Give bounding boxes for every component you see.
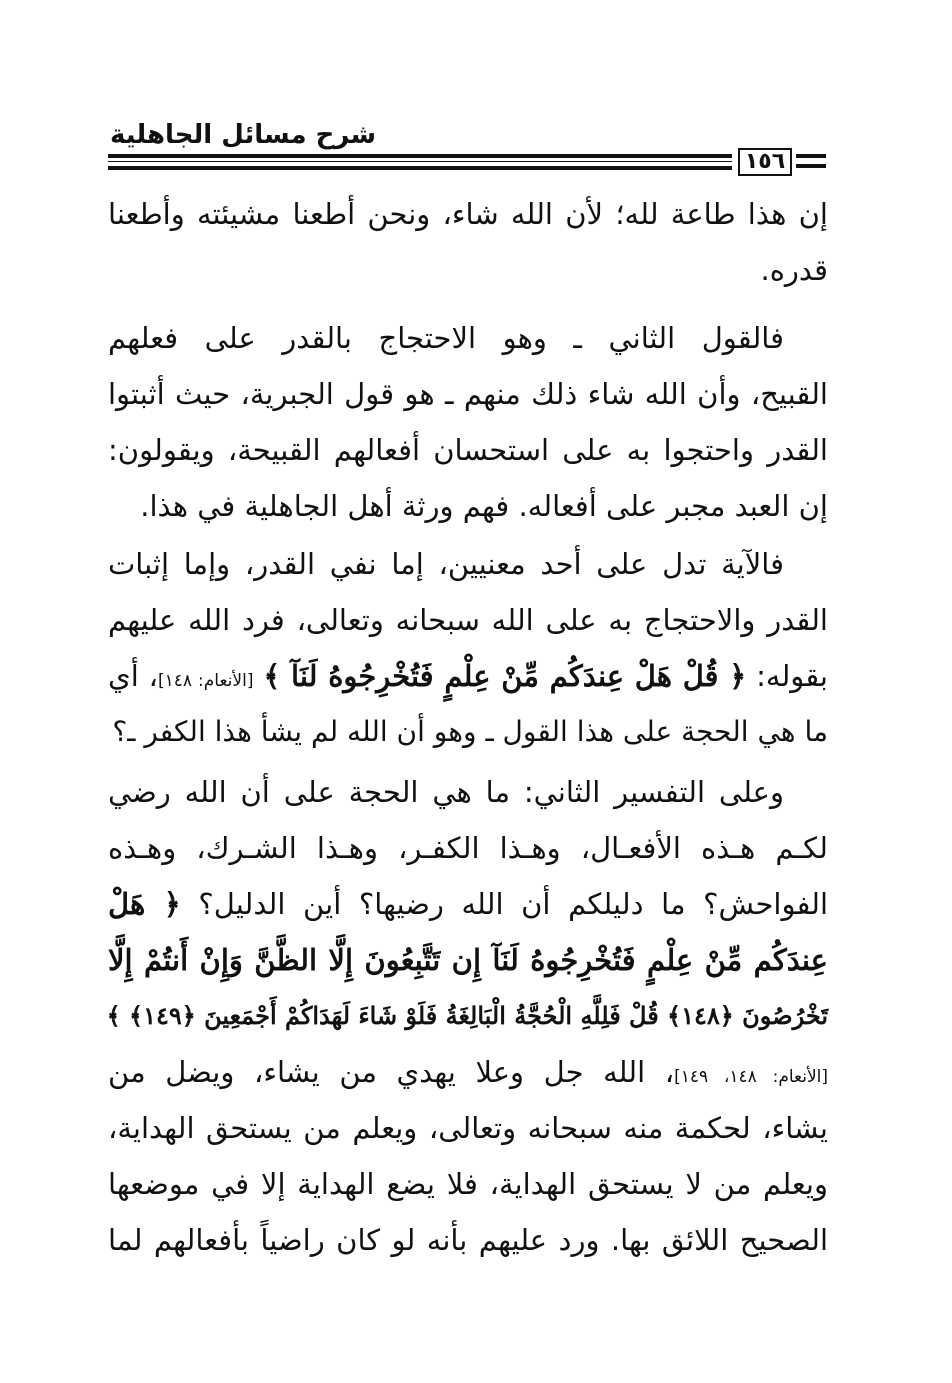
text-line: ما هي الحجة على هذا القول ـ وهو أن الله لم يشأ هذا الكفر ـ؟ — [112, 715, 828, 748]
text-line — [108, 876, 828, 932]
text-line: الصحيح اللائق بها. ورد عليهم بأنه لو كان راضياً بأفعالهم لما — [108, 1223, 828, 1257]
text-line: قدره. — [760, 253, 828, 287]
paragraph-2 — [108, 310, 828, 534]
text-line: القدر والاحتجاج به على الله سبحانه وتعالى، فرد الله عليهم — [108, 603, 828, 637]
text-line: يشاء، لحكمة منه سبحانه وتعالى، ويعلم من يستحق الهداية، — [108, 1111, 828, 1145]
text-line: إن العبد مجبر على أفعاله. فهم ورثة أهل الجاهلية في هذا. — [140, 489, 828, 523]
paragraph-1 — [108, 186, 828, 298]
text-line: لكـم هـذه الأفعـال، وهـذا الكفـر، وهـذا الشـرك، وهـذه — [108, 831, 828, 865]
header-rule-bottom — [108, 166, 732, 170]
text-span: ، أي — [108, 659, 158, 693]
header-rule-top — [108, 154, 732, 158]
text-span: بقوله: — [756, 659, 829, 693]
page-number: ١٥٦ — [738, 148, 792, 176]
quran-verse-line: تَخْرُصُونَ ﴿١٤٨﴾ قُلْ فَلِلَّهِ الْحُجَّةُ الْبَالِغَةُ فَلَوْ شَاءَ لَهَدَاكُمْ أَجْمَعِينَ ﴿١٤٩﴾ ﴾ — [106, 1001, 828, 1030]
header-rule-right-bottom — [796, 164, 826, 168]
header-rule-middle — [108, 161, 732, 162]
text-span: الفواحش؟ ما دليلكم أن الله رضيها؟ أين الدليل؟ — [198, 887, 829, 921]
paragraph-3 — [108, 536, 828, 760]
quran-verse: ﴿ هَلْ — [108, 887, 181, 921]
text-line: القدر واحتجوا به على استحسان أفعالهم القبيحة، ويقولون: — [108, 433, 828, 467]
book-title: شرح مسائل الجاهلية — [110, 120, 377, 150]
text-line — [108, 1044, 828, 1100]
text-line: القبيح، وأن الله شاء ذلك منهم ـ هو قول الجبرية، حيث أثبتوا — [108, 377, 828, 411]
quran-verse: ﴿ قُلْ هَلْ عِندَكُم مِّنْ عِلْمٍ فَتُخْرِجُوهُ لَنَآ ﴾ — [263, 659, 747, 693]
text-span: ، الله جل وعلا يهدي من يشاء، ويضل من — [108, 1055, 675, 1089]
text-line: فالآية تدل على أحد معنيين، إما نفي القدر، وإما إثبات — [108, 547, 784, 581]
verse-reference: [الأنعام: ١٤٨، ١٤٩] — [674, 1067, 829, 1087]
text-line: وعلى التفسير الثاني: ما هي الحجة على أن الله رضي — [108, 775, 784, 809]
quran-verse-line: عِندَكُم مِّنْ عِلْمٍ فَتُخْرِجُوهُ لَنَآ إِن تَتَّبِعُونَ إِلَّا الظَّنَّ وَإِنْ أَنتُمْ إِلَّا — [108, 943, 828, 977]
text-line: إن هذا طاعة لله؛ لأن الله شاء، ونحن أطعنا مشيئته وأطعنا — [108, 197, 828, 231]
verse-reference: [الأنعام: ١٤٨] — [157, 671, 254, 691]
paragraph-4 — [108, 764, 828, 1268]
text-line: ويعلم من لا يستحق الهداية، فلا يضع الهداية إلا في موضعها — [108, 1167, 828, 1201]
header-rule-right-top — [796, 154, 826, 158]
text-line — [108, 648, 828, 704]
text-line: فالقول الثاني ـ وهو الاحتجاج بالقدر على فعلهم — [108, 321, 784, 355]
